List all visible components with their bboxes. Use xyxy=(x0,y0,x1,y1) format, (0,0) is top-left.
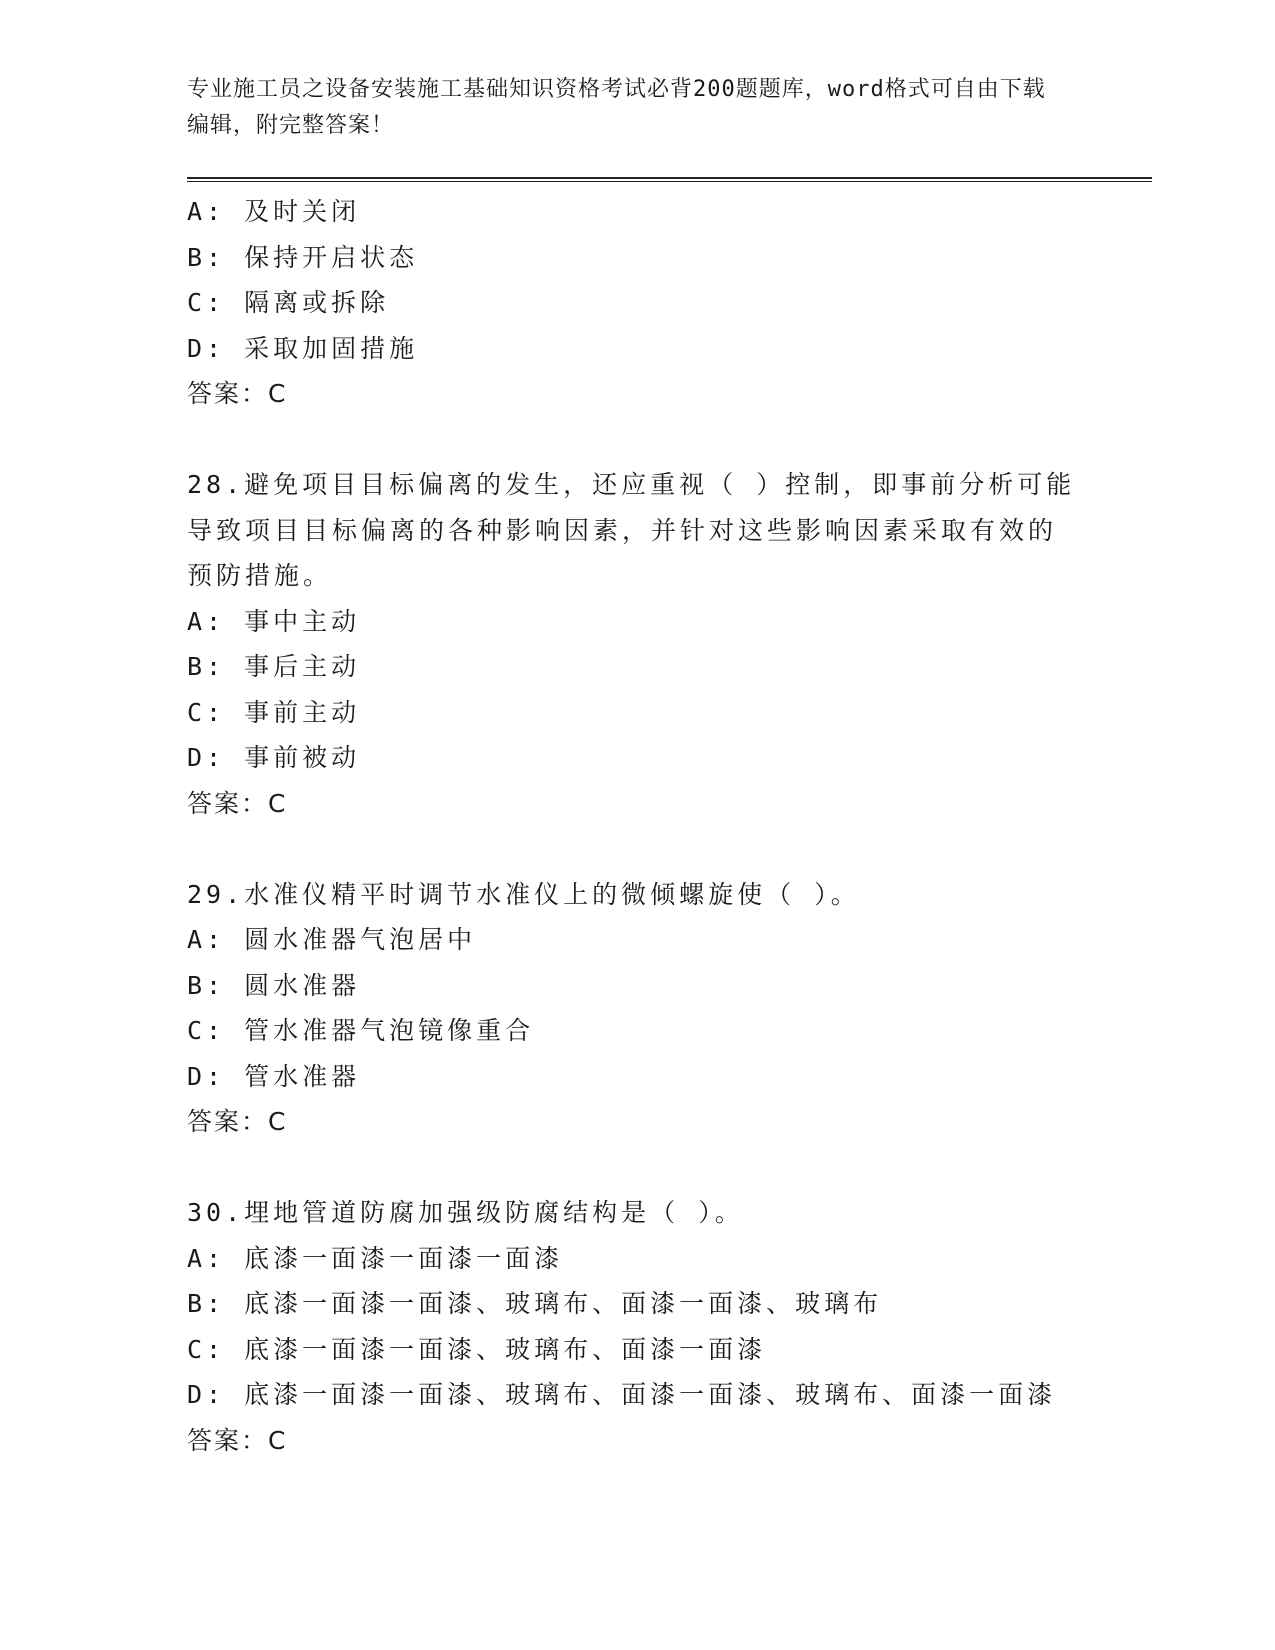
option-b: B: 圆水准器 xyxy=(187,970,361,1000)
spacer xyxy=(187,1145,1077,1191)
option-b: B: 保持开启状态 xyxy=(187,242,419,272)
option-c: C: 管水准器气泡镜像重合 xyxy=(187,1016,535,1045)
option-a: A: 圆水准器气泡居中 xyxy=(187,925,477,954)
question-text: 28.避免项目目标偏离的发生，还应重视（ ）控制，即事前分析可能导致项目目标偏离的各种影响因素，并针对这些影响因素采取有效的预防措施。 xyxy=(187,470,1076,590)
document-body xyxy=(187,189,1077,1463)
spacer xyxy=(187,826,1077,872)
question-block-28 xyxy=(187,462,1077,826)
spacer xyxy=(187,417,1077,463)
option-a: A: 底漆一面漆一面漆一面漆 xyxy=(187,1243,564,1273)
option-d: D: 底漆一面漆一面漆、玻璃布、面漆一面漆、玻璃布、面漆一面漆 xyxy=(187,1380,1057,1409)
question-block-29 xyxy=(187,872,1077,1145)
page-header xyxy=(187,72,1067,144)
document-title: 专业施工员之设备安装施工基础知识资格考试必背200题题库，word格式可自由下载编辑，附完整答案！ xyxy=(187,77,1046,138)
question-text: 29.水准仪精平时调节水准仪上的微倾螺旋使（ ）。 xyxy=(187,879,860,909)
option-c: C: 底漆一面漆一面漆、玻璃布、面漆一面漆 xyxy=(187,1334,767,1364)
question-text: 30.埋地管道防腐加强级防腐结构是（ ）。 xyxy=(187,1198,744,1227)
option-d: D: 事前被动 xyxy=(187,743,361,772)
answer-line: 答案：C xyxy=(187,788,288,818)
option-d: D: 采取加固措施 xyxy=(187,333,419,363)
option-b: B: 底漆一面漆一面漆、玻璃布、面漆一面漆、玻璃布 xyxy=(187,1289,883,1318)
header-divider xyxy=(187,177,1152,182)
option-c: C: 隔离或拆除 xyxy=(187,288,390,317)
option-c: C: 事前主动 xyxy=(187,697,361,727)
answer-line: 答案：C xyxy=(187,1107,288,1136)
option-a: A: 及时关闭 xyxy=(187,197,361,226)
option-a: A: 事中主动 xyxy=(187,606,361,636)
option-b: B: 事后主动 xyxy=(187,652,361,681)
answer-line: 答案：C xyxy=(187,1425,288,1455)
option-d: D: 管水准器 xyxy=(187,1061,361,1091)
question-block-27 xyxy=(187,189,1077,417)
answer-line: 答案：C xyxy=(187,379,288,408)
question-block-30 xyxy=(187,1190,1077,1463)
